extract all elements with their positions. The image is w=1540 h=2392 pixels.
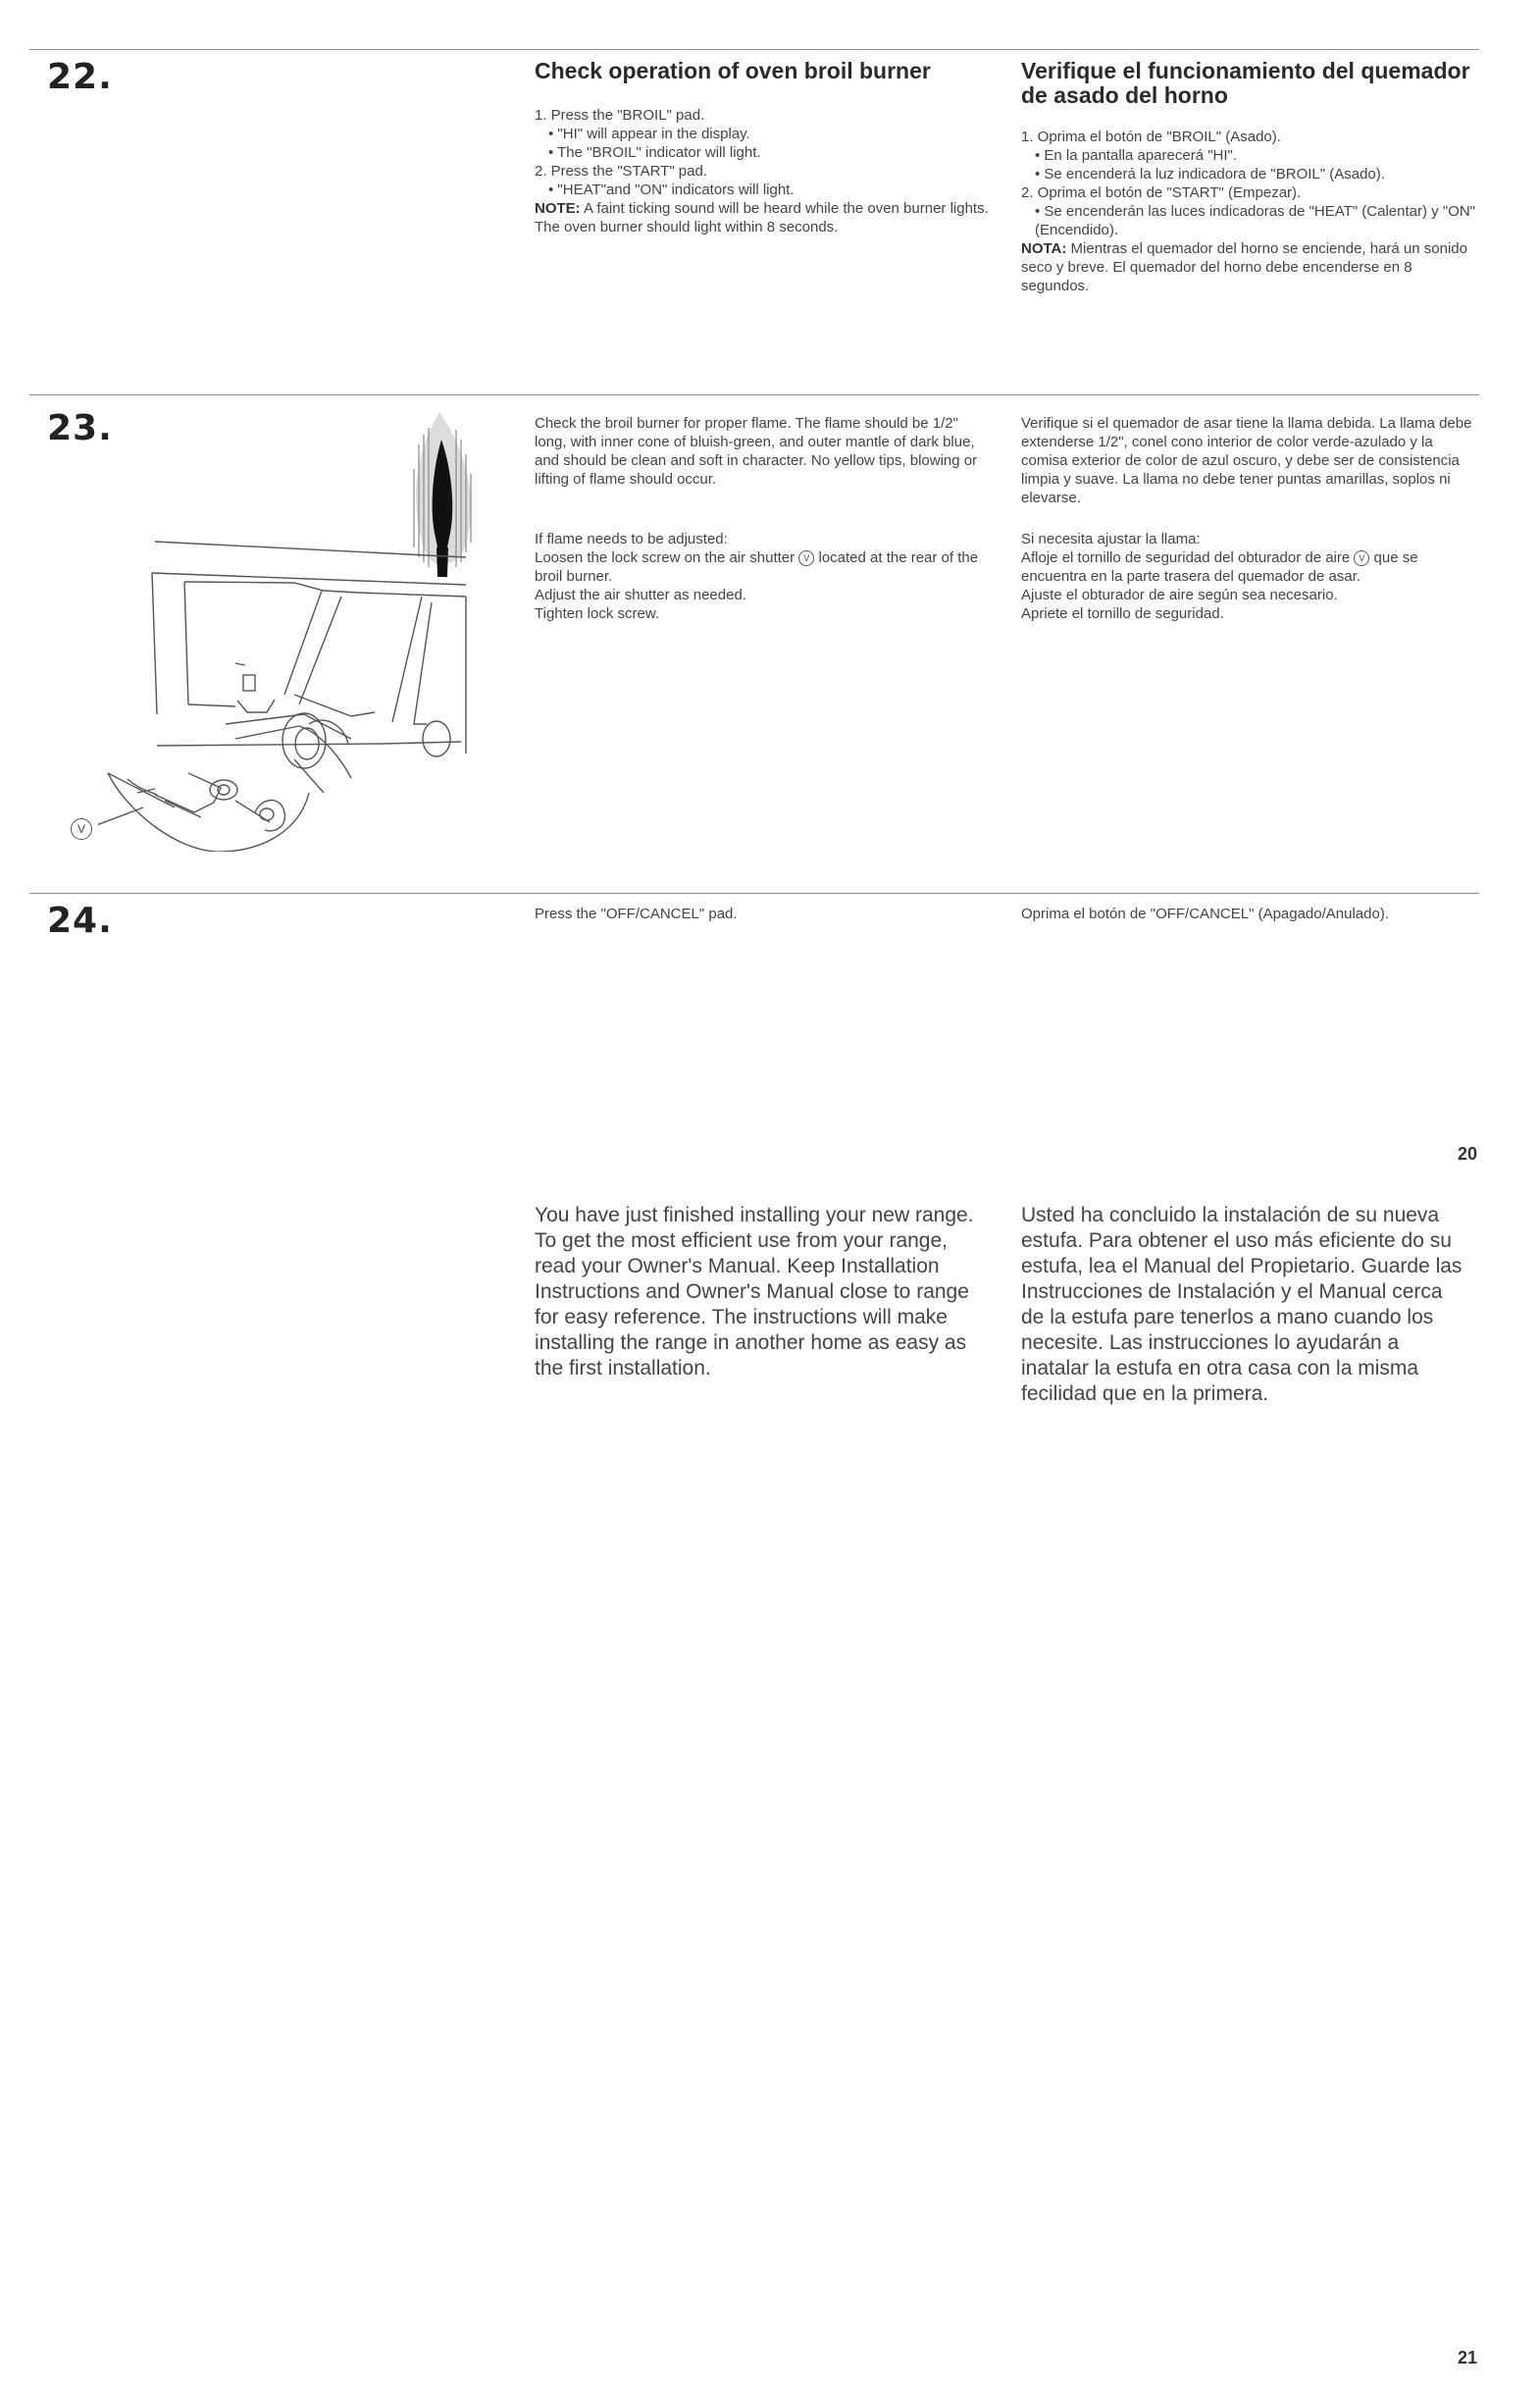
instruction-line: 2. Oprima el botón de "START" (Empezar). <box>1021 184 1302 201</box>
adjust-text: Afloje el tornillo de seguridad del obturador de aire <box>1021 549 1355 566</box>
step-number-22: 22. <box>47 57 113 97</box>
adjust-step-en: Adjust the air shutter as needed. <box>535 587 746 603</box>
step-22-instructions-en <box>535 106 996 236</box>
note-es <box>1021 239 1482 295</box>
instruction-line: • The "BROIL" indicator will light. <box>548 144 761 161</box>
air-shutter-detail <box>98 720 348 852</box>
step-22-english <box>535 59 996 236</box>
callout-v-marker: V <box>71 818 92 840</box>
step-24-spanish: Oprima el botón de "OFF/CANCEL" (Apagado/Anulado). <box>1021 906 1389 922</box>
step-24-english: Press the "OFF/CANCEL" pad. <box>535 906 738 922</box>
flame-description-en: Check the broil burner for proper flame. The flame should be 1/2" long, with inner cone of bluish-green, and outer mantle of dark blue, and should be clean and soft in character. No yellow tips, blowing or lifting of flame should occur. <box>535 415 978 488</box>
step-23-english <box>535 414 986 623</box>
instruction-line: 1. Press the "BROIL" pad. <box>535 107 705 124</box>
step-number-23: 23. <box>47 408 113 448</box>
step-22-heading-en: Check operation of oven broil burner <box>535 58 931 83</box>
adjust-intro-en: If flame needs to be adjusted: <box>535 531 728 547</box>
air-shutter-callout: V <box>798 550 814 566</box>
note-text: Mientras el quemador del horno se enciende, hará un sonido seco y breve. El quemador del horno debe encenderse en 8 segundos. <box>1021 240 1467 294</box>
adjust-step-en: Tighten lock screw. <box>535 605 659 622</box>
closing-text-es: Usted ha concluido la instalación de su nueva estufa. Para obtener el uso más eficiente do su estufa, lea el Manual del Propietario. Guarde las Instrucciones de Instalación y el Manual cerca de la estufa pare tenerlos a mano cuando los necesite. Las instrucciones lo ayudarán a inatalar la estufa en otra casa con la misma fecilidad que en la primera. <box>1021 1204 1463 1405</box>
divider-step-23 <box>29 394 1479 395</box>
air-shutter-callout: V <box>1354 550 1369 566</box>
instruction-line: 1. Oprima el botón de "BROIL" (Asado). <box>1021 129 1281 145</box>
adjust-step-es: Ajuste el obturador de aire según sea necesario. <box>1021 587 1338 603</box>
divider-step-22 <box>29 49 1479 50</box>
divider-step-24 <box>29 893 1479 894</box>
adjust-text: que se encuentra en la parte trasera del quemador de asar. <box>1021 549 1418 585</box>
adjust-step-es: Apriete el tornillo de seguridad. <box>1021 605 1224 622</box>
step-22-spanish <box>1021 59 1482 295</box>
adjust-text: located at the rear of the broil burner. <box>535 549 979 585</box>
burner-drawing <box>98 400 510 852</box>
closing-text-en: You have just finished installing your new range. To get the most efficient use from your range, read your Owner's Manual. Keep Installation Instructions and Owner's Manual close to range for easy reference. The instructions will make installing the range in another home as easy as the first installation. <box>535 1204 974 1379</box>
note-en <box>535 199 996 236</box>
note-label: NOTE: <box>535 200 581 217</box>
page-number-20: 20 <box>1458 1144 1478 1164</box>
step-22-heading-es: Verifique el funcionamiento del quemador de asado del horno <box>1021 58 1470 108</box>
adjust-step-en <box>535 548 986 586</box>
instruction-line: • Se encenderá la luz indicadora de "BROIL" (Asado). <box>1035 166 1385 182</box>
step-number-24: 24. <box>47 901 113 941</box>
adjust-intro-es: Si necesita ajustar la llama: <box>1021 531 1201 547</box>
burner-fitting <box>282 713 450 768</box>
flame-graphic <box>414 412 471 577</box>
flame-description-es: Verifique si el quemador de asar tiene la llama debida. La llama debe extenderse 1/2", conel cono interior de color verde-azulado y la comisa exterior de color de azul oscuro, y debe ser de consistencia limpia y suave. La llama no debe tener puntas amarillas, soplos ni elevarse. <box>1021 415 1472 506</box>
adjust-text: Loosen the lock screw on the air shutter <box>535 549 799 566</box>
note-text: A faint ticking sound will be heard while the oven burner lights. The oven burner should light within 8 seconds. <box>535 200 989 235</box>
instruction-line: 2. Press the "START" pad. <box>535 163 708 180</box>
instruction-line: • "HEAT"and "ON" indicators will light. <box>548 182 795 198</box>
instruction-line: • "HI" will appear in the display. <box>548 126 750 142</box>
step-22-instructions-es <box>1021 128 1482 295</box>
page-number-21: 21 <box>1458 2348 1478 2367</box>
note-label: NOTA: <box>1021 240 1067 257</box>
step-23-spanish <box>1021 414 1482 623</box>
instruction-line: • Se encenderán las luces indicadoras de "HEAT" (Calentar) y "ON" (Encendido). <box>1035 203 1475 238</box>
instruction-line: • En la pantalla aparecerá "HI". <box>1035 147 1238 164</box>
adjust-step-es <box>1021 548 1482 586</box>
oven-cavity-lines <box>137 542 466 793</box>
